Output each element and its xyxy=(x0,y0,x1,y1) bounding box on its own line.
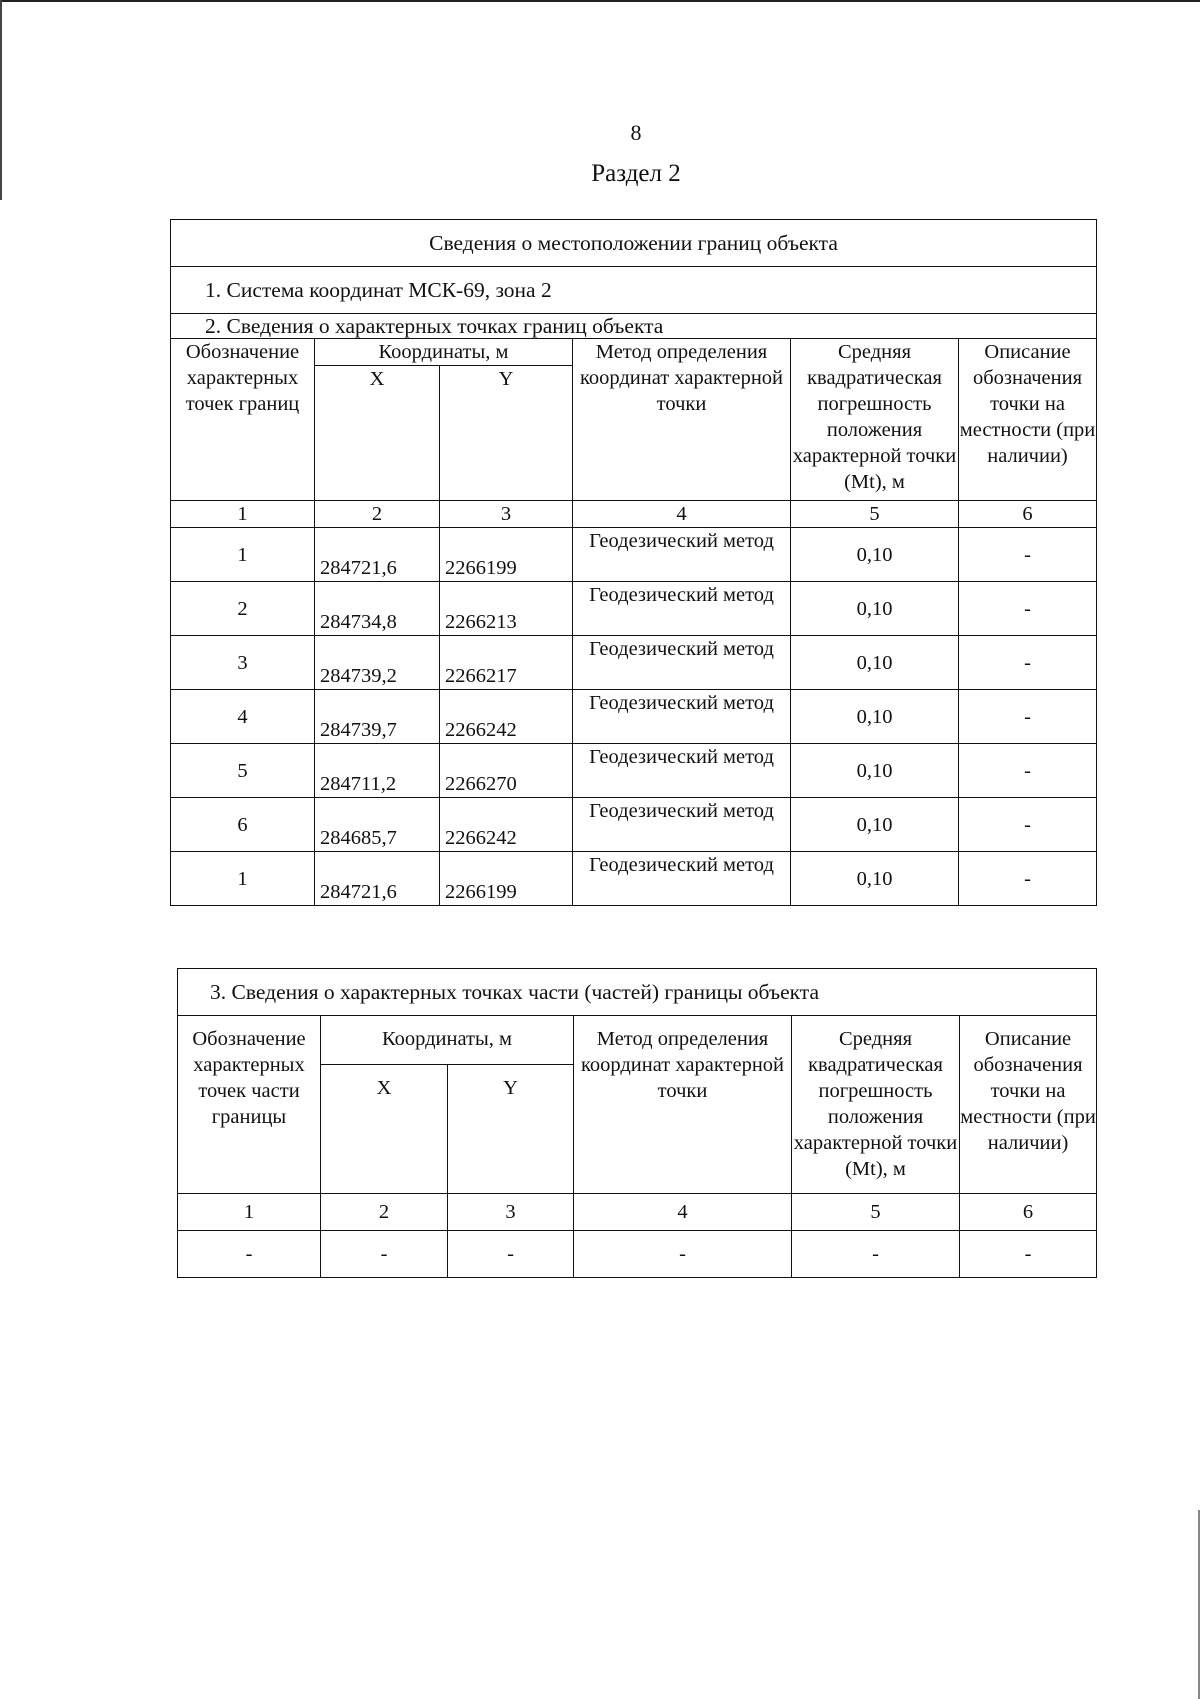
table-row xyxy=(171,852,1097,906)
point-id: 1 xyxy=(171,852,315,906)
coord-y: 2266217 xyxy=(440,636,573,690)
table-title: Сведения о местоположении границ объекта xyxy=(171,220,1097,267)
header-description: Описание обозначения точки на местности (при наличии) xyxy=(960,1016,1097,1194)
coord-x: 284721,6 xyxy=(315,852,440,906)
point-id: 6 xyxy=(171,798,315,852)
coord-x: 284721,6 xyxy=(315,528,440,582)
description: - xyxy=(959,798,1097,852)
table-row xyxy=(171,636,1097,690)
error-value: 0,10 xyxy=(791,636,959,690)
coord-y: 2266270 xyxy=(440,744,573,798)
table-title: 3. Сведения о характерных точках части (частей) границы объекта xyxy=(178,969,1097,1016)
point-id: 1 xyxy=(171,528,315,582)
column-number: 4 xyxy=(573,501,791,528)
column-number: 6 xyxy=(960,1194,1097,1231)
coord-y: 2266199 xyxy=(440,528,573,582)
header-y: Y xyxy=(440,366,573,501)
header-method: Метод определения координат характерной точки xyxy=(574,1016,792,1194)
empty-cell: - xyxy=(792,1231,960,1278)
coordinate-system: 1. Система координат МСК-69, зона 2 xyxy=(171,267,1097,314)
table-row xyxy=(171,528,1097,582)
error-value: 0,10 xyxy=(791,528,959,582)
column-number: 4 xyxy=(574,1194,792,1231)
description: - xyxy=(959,744,1097,798)
table-row xyxy=(171,582,1097,636)
table-row xyxy=(171,690,1097,744)
page-number: 8 xyxy=(630,120,642,145)
description: - xyxy=(959,582,1097,636)
header-description: Описание обозначения точки на местности (при наличии) xyxy=(959,339,1097,501)
table-row xyxy=(178,1231,1097,1278)
point-id: 4 xyxy=(171,690,315,744)
error-value: 0,10 xyxy=(791,744,959,798)
header-error: Средняя квадратическая погрешность положения характерной точки (Mt), м xyxy=(791,339,959,501)
error-value: 0,10 xyxy=(791,690,959,744)
method: Геодезический метод xyxy=(573,528,791,582)
empty-cell: - xyxy=(321,1231,448,1278)
scan-edge-top xyxy=(0,0,1200,2)
coord-x: 284685,7 xyxy=(315,798,440,852)
method: Геодезический метод xyxy=(573,636,791,690)
header-coordinates: Координаты, м xyxy=(321,1016,574,1065)
header-y: Y xyxy=(448,1065,574,1194)
column-numbers-row xyxy=(178,1194,1097,1231)
method: Геодезический метод xyxy=(573,582,791,636)
empty-cell: - xyxy=(448,1231,574,1278)
error-value: 0,10 xyxy=(791,798,959,852)
column-number: 1 xyxy=(178,1194,321,1231)
coord-x: 284739,2 xyxy=(315,636,440,690)
column-number: 5 xyxy=(791,501,959,528)
coord-y: 2266242 xyxy=(440,798,573,852)
header-coordinates: Координаты, м xyxy=(315,339,573,366)
header-x: X xyxy=(321,1065,448,1194)
coord-y: 2266199 xyxy=(440,852,573,906)
column-number: 1 xyxy=(171,501,315,528)
error-value: 0,10 xyxy=(791,582,959,636)
point-id: 2 xyxy=(171,582,315,636)
description: - xyxy=(959,852,1097,906)
header-error: Средняя квадратическая погрешность положения характерной точки (Mt), м xyxy=(792,1016,960,1194)
method: Геодезический метод xyxy=(573,798,791,852)
table-row xyxy=(171,798,1097,852)
empty-cell: - xyxy=(178,1231,321,1278)
header-designation: Обозначение характерных точек границ xyxy=(171,339,315,501)
header-designation: Обозначение характерных точек части границы xyxy=(178,1016,321,1194)
coord-x: 284739,7 xyxy=(315,690,440,744)
column-number: 5 xyxy=(792,1194,960,1231)
point-id: 5 xyxy=(171,744,315,798)
header-x: X xyxy=(315,366,440,501)
description: - xyxy=(959,528,1097,582)
points-section-title: 2. Сведения о характерных точках границ объекта xyxy=(171,314,1097,339)
coord-x: 284734,8 xyxy=(315,582,440,636)
coord-y: 2266213 xyxy=(440,582,573,636)
column-number: 2 xyxy=(321,1194,448,1231)
error-value: 0,10 xyxy=(791,852,959,906)
column-number: 3 xyxy=(448,1194,574,1231)
method: Геодезический метод xyxy=(573,690,791,744)
coord-x: 284711,2 xyxy=(315,744,440,798)
empty-cell: - xyxy=(960,1231,1097,1278)
description: - xyxy=(959,636,1097,690)
table-row xyxy=(171,744,1097,798)
column-number: 2 xyxy=(315,501,440,528)
column-numbers-row xyxy=(171,501,1097,528)
column-number: 3 xyxy=(440,501,573,528)
section-title: Раздел 2 xyxy=(591,160,681,187)
header-method: Метод определения координат характерной точки xyxy=(573,339,791,501)
point-id: 3 xyxy=(171,636,315,690)
method: Геодезический метод xyxy=(573,744,791,798)
method: Геодезический метод xyxy=(573,852,791,906)
boundary-part-points-table xyxy=(177,968,1097,1278)
coord-y: 2266242 xyxy=(440,690,573,744)
column-number: 6 xyxy=(959,501,1097,528)
empty-cell: - xyxy=(574,1231,792,1278)
boundary-location-table xyxy=(170,219,1097,906)
description: - xyxy=(959,690,1097,744)
